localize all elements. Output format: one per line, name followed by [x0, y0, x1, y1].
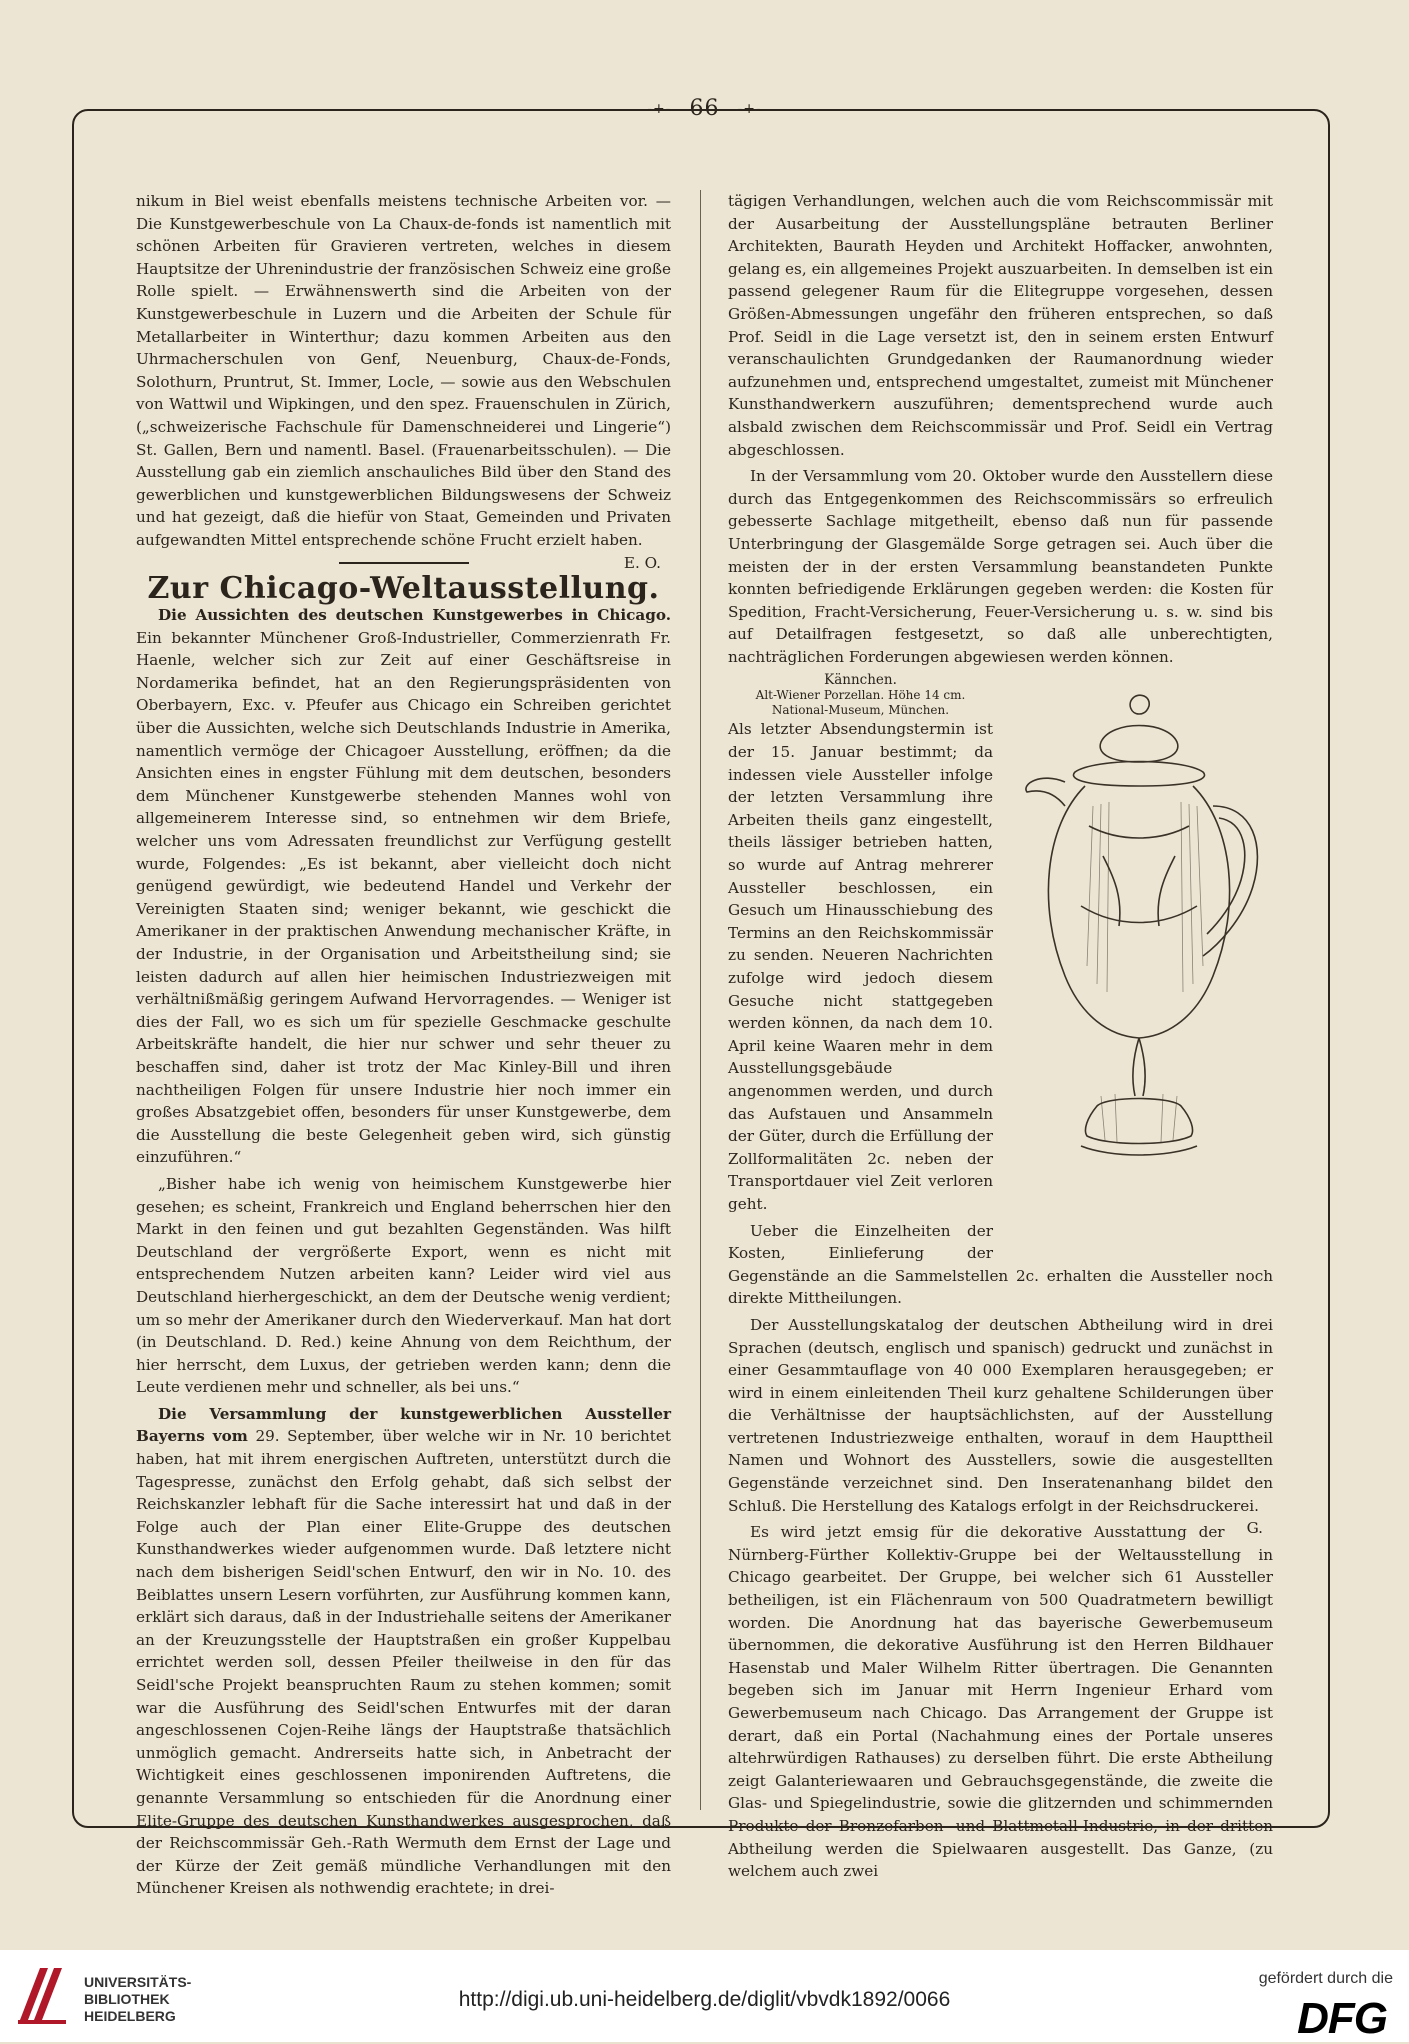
figure-caption-museum: National-Museum, München. [771, 703, 950, 718]
paragraph-lead: Die Versammlung der kunstgewerblichen Aussteller Bayerns vom [136, 1404, 671, 1446]
paragraph-swiss-schools [136, 190, 671, 572]
paragraph-text: Ein bekannter Münchener Groß-Industrieller, Commerzienrath Fr. Haenle, welcher sich zur Zeit auf einer Geschäftsreise in Nordamerika befindet, hat an den Regierungspräsidenten von Oberbayern, Exc. v. Pfeufer aus Chicago ein Schreiben gerichtet über die Aussichten, welche sich Deutschlands Industrie in Amerika, namentlich vermöge der Chicagoer Ausstellung, eröffnen; da die Ansichten eines in engster Fühlung mit dem deutschen, besonders dem Münchener Kunstgewerbe stehenden Mannes wohl von allgemeinerem Interesse sind, so entnehmen wir dem Briefe, welcher uns vom Adressaten freundlichst zur Verfügung gestellt wurde, Folgendes: „Es ist bekannt, aber vielleicht doch nicht genügend gewürdigt, wie bedeutend Handel und Verkehr der Vereinigten Staaten sind; weniger bekannt, wie geschickt die Amerikaner in der praktischen Anwendung mechanischer Kräfte, in der Industrie, in der Organisation und Arbeitstheilung sind; sie leisten dadurch auf allen hier heimischen Industriezweigen mit verhältnißmäßig geringem Aufwand Hervorragendes. — Weniger ist dies der Fall, wo es sich um für spezielle Geschmacke geschulte Arbeitskräfte handelt, die hier nur schwer und sehr theuer zu beschaffen sind, daher ist trotz der Mac Kinley-Bill und ihren nachtheiligen Folgen für unsere Industrie hier noch immer ein großes Absatzgebiet offen, besonders für unser Kunstgewerbe, dem die Ausstellung die beste Gelegenheit geben wird, sich günstig einzuführen.“ [136, 628, 671, 1167]
figure [1005, 676, 1273, 1242]
porcelain-jug-illustration [1005, 676, 1273, 1186]
paragraph-negotiations: tägigen Verhandlungen, welchen auch die vom Reichscommissär mit der Ausarbeitung der Ausstellungspläne betrauten Berliner Architekten, Baurath Heyden und Architekt Hoffacker, anwohnten, gelang es, ein allgemeines Projekt auszuarbeiten. In demselben ist ein passend gelegener Raum für die Elitegruppe vorgesehen, dessen Größen-Abmessungen ungefähr den früheren entsprechen, so daß Prof. Seidl in die Lage versetzt ist, den in seinem ersten Entwurf veranschaulichten Grundgedanken der Raumanordnung wieder aufzunehmen und, entsprechend umgestaltet, zumeist mit Münchener Kunsthandwerkern auszuführen; dementsprechend wurde auch alsbald zwischen dem Reichscommissär und Prof. Seidl ein Vertrag abgeschlossen. [728, 192, 1273, 459]
paragraph-catalogue [728, 1314, 1273, 1538]
paragraph-details: Ueber die Einzelheiten der Kosten, Einlieferung der Gegenstände an die Sammelstellen 2c. erhalten die Aussteller noch direkte Mittheilungen. [728, 1221, 1273, 1308]
figure-caption-material: Alt-Wiener Porzellan. Höhe 14 cm. [755, 688, 966, 703]
page-ornament-right: -+- [737, 101, 762, 117]
paragraph-nuremberg-group: Es wird jetzt emsig für die dekorative Ausstattung der Nürnberg-Fürther Kollektiv-Gruppe bei der Weltausstellung in Chicago gearbeitet. Der Gruppe, bei welcher sich 61 Aussteller betheiligen, ist ein Flächenraum von 500 Quadratmetern bewilligt worden. Die Anordnung hat das bayerische Gewerbemuseum übernommen, die dekorative Ausführung ist den Herren Bildhauer Hasenstab und Maler Wilhelm Ritter übertragen. Die Genannten begeben sich im Januar mit Herrn Ingenieur Erhard vom Gewerbemuseum nach Chicago. Das Arrangement der Gruppe ist derart, daß ein Portal (Nachahmung eines der Portale unseres altehrwürdigen Rathauses) zu derselben führt. Die erste Abtheilung zeigt Galanteriewaaren und Gebrauchsgegenstände, die zweite die Glas- und Spiegelindustrie, sowie die glitzernden und schimmernden Produkte der Bronzefarben- und Blattmetall-Industrie, in der dritten Abtheilung werden die Spielwaaren ausgestellt. Das Ganze, (zu welchem auch zwei [728, 1523, 1273, 1881]
right-column [728, 190, 1273, 1887]
paragraph-lead: Die Aussichten des deutschen Kunstgewerbes in Chicago. [158, 606, 671, 625]
paragraph-text: Der Ausstellungskatalog der deutschen Abtheilung wird in drei Sprachen (deutsch, englisch und spanisch) gedruckt und zunächst in einer Gesammtauflage von 40 000 Exemplaren herausgegeben; er wird in einem einleitenden Theil kurz gehaltene Schilderungen über die Verhältnisse der hauptsächlichsten, auf der Ausstellung vertretenen Industriezweige enthalten, worauf in dem Haupttheil Namen und Wohnort des Ausstellers, sowie die ausgestellten Gegenstände verzeichnet sind. Den Inseratenanhang bildet den Schluß. Die Herstellung des Katalogs erfolgt in der Reichsdruckerei. [728, 1315, 1273, 1515]
left-column [136, 190, 671, 1904]
author-signature: E. O. [623, 553, 661, 572]
paragraph-text: nikum in Biel weist ebenfalls meistens technische Arbeiten vor. — Die Kunstgewerbeschule von La Chaux-de-fonds ist namentlich mit schönen Arbeiten für Gravieren vertreten, welches in diesem Hauptsitze der Uhrenindustrie der französischen Schweiz eine große Rolle spielt. — Erwähnenswerth sind die Arbeiten von der Kunstgewerbeschule in Luzern und die Arbeiten der Schule für Metallarbeiter in Winterthur; dazu kommen Arbeiten aus den Uhrmacherschulen von Genf, Neuenburg, Chaux-de-Fonds, Solothurn, Pruntrut, St. Immer, Locle, — sowie aus den Webschulen von Wattwil und Wipkingen, und den spez. Frauenschulen in Zürich, („schweizerische Fachschule für Damenschneiderei und Lingerie“) St. Gallen, Bern und namentl. Basel. (Frauenarbeitsschulen). — Die Ausstellung gab ein ziemlich anschauliches Bild über den Stand des gewerblichen und kunstgewerblichen Bildungswesens der Schweiz und hat gezeigt, daß die hiefür von Staat, Gemeinden und Privaten aufgewandten Mittel entsprechende schöne Frucht erzielt haben. [136, 192, 671, 549]
permalink-url[interactable]: http://digi.ub.uni-heidelberg.de/diglit/vbvdk1892/0066 [458, 1988, 951, 2011]
page-ornament-left: -+- [647, 101, 672, 117]
section-rule [339, 562, 469, 564]
paragraph-text: 29. September, über welche wir in Nr. 10 berichtet haben, hat mit ihrem energischen Auftreten, unterstützt durch die Tagespresse, zunächst den Erfolg gehabt, daß sich selbst der Reichskanzler lebhaft für die Sache interessirt hat und daß in der Folge auch der Plan einer Elite-Gruppe des deutschen Kunsthandwerkes wieder aufgenommen wurde. Daß letztere nicht nach dem bisherigen Seidl'schen Entwurf, den wir in No. 10. des Beiblattes unsern Lesern vorführten, zur Ausführung kommen kann, erklärt sich daraus, daß in der Industriehalle seitens der Amerikaner an der Kreuzungsstelle der Hauptstraßen ein großer Kuppelbau errichtet werden soll, dessen Pfeiler theilweise in den für das Seidl'sche Projekt beanspruchten Raum zu stehen kommen; somit war die Ausführung des Seidl'schen Entwurfes mit der daran angeschlossenen Cojen-Reihe längs der Hauptstraße thatsächlich unmöglich gemacht. Andrerseits hatte sich, in Anbetracht der Wichtigkeit eines geschlossenen imponirenden Auftretens, die genannte Versammlung so entschieden für die Anordnung einer Elite-Gruppe des deutschen Kunsthandwerkes ausgesprochen, daß der Reichscommissär Geh.-Rath Wermuth dem Ernst der Lage und der Kürze der Zeit gemäß mündliche Verhandlungen mit den Münchener Kreisen als nothwendig erachtete; in drei- [136, 1427, 672, 1898]
paragraph-quote: „Bisher habe ich wenig von heimischem Kunstgewerbe hier gesehen; es scheint, Frankreich und England beherrschen hier den Markt in den feinen und gut bezahlten Gegenständen. Was hilft Deutschland der vergrößerte Export, wenn es nicht mit entsprechendem Nutzen arbeiten kann? Leider wird viel aus Deutschland hierhergeschickt, an dem der Deutsche wenig verdient; um so mehr der Amerikaner durch den Wiederverkauf. Man hat dort (in Deutschland. D. Red.) keine Ahnung von dem Reichthum, der hier herrscht, dem Luxus, der getrieben werden kann; denn die Leute verdienen mehr und schneller, als bei uns.“ [136, 1174, 671, 1397]
funding-label: gefördert durch die [1258, 1970, 1393, 1987]
column-divider [700, 190, 701, 1810]
library-name-line: HEIDELBERG [84, 2008, 176, 2024]
figure-caption-title: Kännchen. [824, 672, 897, 689]
author-signature: G. [1246, 1519, 1263, 1538]
paragraph-prospects [136, 604, 671, 1169]
page-number-text: 66 [689, 96, 720, 121]
paragraph-assembly [136, 1403, 671, 1900]
paragraph-october-meeting: In der Versammlung vom 20. Oktober wurde den Ausstellern diese durch das Entgegenkommen des Reichscommissärs so erfreulich gebesserte Sachlage mitgetheilt, ebenso daß nun für passende Unterbringung der Glasgemälde Sorge getragen sei. Auch über die meisten der in der ersten Versammlung beanstandeten Punkte konnten befriedigende Erklärungen gegeben werden: die Kosten für Spedition, Fracht-Versicherung, Feuer-Versicherung u. s. w. sind bis auf Detailfragen festgesetzt, so daß alle unberechtigten, nachträglichen Forderungen abgewiesen werden können. [728, 467, 1273, 666]
library-name-line: UNIVERSITÄTS- [84, 1974, 192, 1990]
article-title: Zur Chicago-Weltausstellung. [147, 570, 660, 606]
dfg-logo: DFG [1297, 1994, 1387, 2043]
paragraph-text: Als letzter Absendungstermin ist der 15. Januar bestimmt; da indessen viele Aussteller infolge der letzten Versammlung ihre Arbeiten theils ganz eingestellt, theils lässiger betrieben hatten, so wurde auf Antrag mehrerer Aussteller beschlossen, ein Gesuch um Hinausschiebung des Termins an den Reichskommissär zu senden. Neueren Nachrichten zufolge wird jedoch diesem Gesuche nicht stattgegeben werden können, da nach dem 10. April keine Waaren mehr in dem Ausstellungsgebäude angenommen werden, und durch das Aufstauen und Ansammeln der Güter, durch die Erfüllung der Zollformalitäten 2c. neben der Transportdauer viel Zeit verloren geht. [728, 720, 993, 1213]
library-name-line: BIBLIOTHEK [84, 1991, 170, 2007]
viewer-footer [0, 1950, 1409, 2042]
